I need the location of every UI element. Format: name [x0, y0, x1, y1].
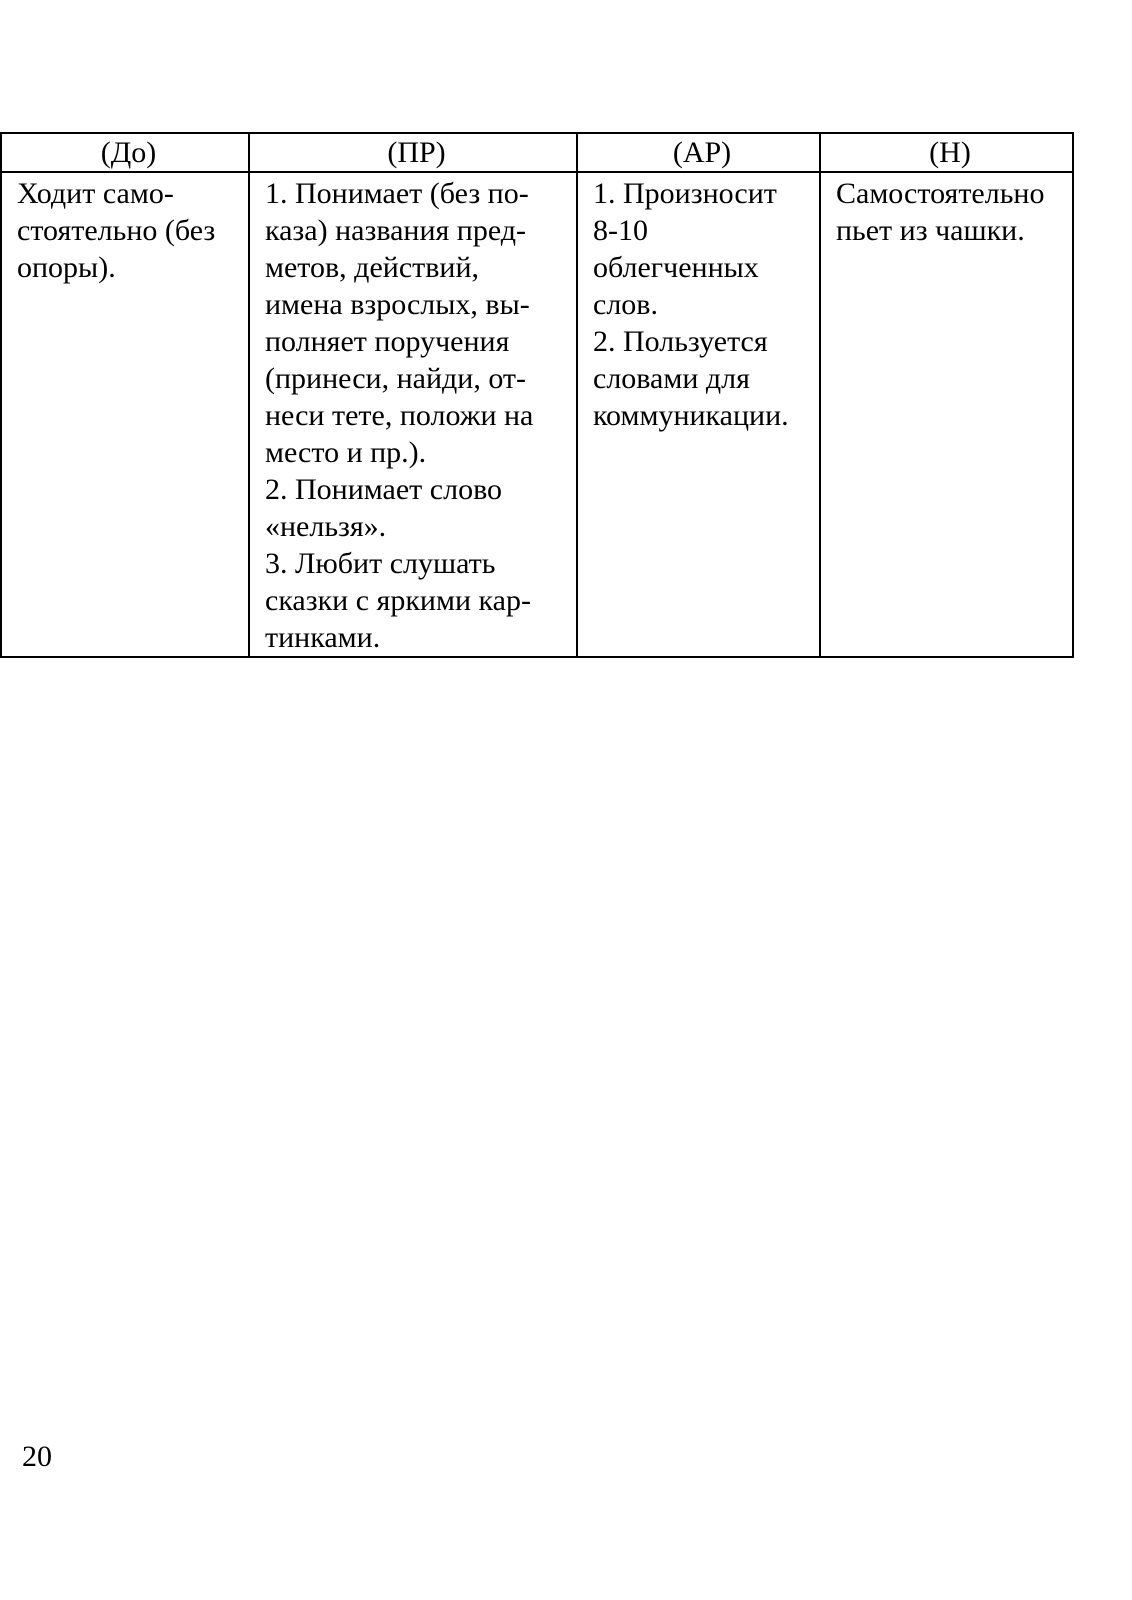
cell-line: каза) названия пред-	[265, 214, 527, 247]
cell-line: «нельзя».	[265, 510, 387, 543]
cell-line: Ходит само-	[17, 177, 174, 210]
cell-line: коммуникации.	[593, 399, 789, 432]
cell-ar	[577, 172, 820, 657]
cell-line: 8-10	[593, 214, 648, 247]
cell-line: пьет из чашки.	[836, 214, 1025, 247]
cell-line: имена взрослых, вы-	[265, 288, 530, 321]
cell-line: стоятельно (без	[17, 214, 216, 247]
cell-do	[1, 172, 249, 657]
cell-line: полняет поручения	[265, 325, 510, 358]
cell-line: неси тете, положи на	[265, 399, 534, 432]
cell-line: место и пр.).	[265, 436, 427, 469]
cell-line: Самостоятельно	[836, 177, 1045, 210]
cell-line: 1. Произносит	[593, 177, 777, 210]
cell-line: метов, действий,	[265, 251, 480, 284]
page-number: 20	[22, 1440, 52, 1473]
header-ar: (АР)	[577, 133, 820, 172]
cell-line: сказки с яркими кар-	[265, 584, 531, 617]
cell-n	[820, 172, 1073, 657]
cell-line: облегченных	[593, 251, 759, 284]
cell-line: 3. Любит слушать	[265, 547, 496, 580]
development-table	[0, 132, 1074, 658]
cell-pr	[249, 172, 577, 657]
header-pr: (ПР)	[249, 133, 577, 172]
cell-line: 1. Понимает (без по-	[265, 177, 529, 210]
cell-line: тинками.	[265, 621, 381, 654]
header-n: (Н)	[820, 133, 1073, 172]
table-row	[1, 172, 1073, 657]
cell-line: 2. Понимает слово	[265, 473, 503, 506]
cell-line: (принеси, найди, от-	[265, 362, 527, 395]
cell-line: 2. Пользуется	[593, 325, 768, 358]
cell-line: словами для	[593, 362, 750, 395]
header-do: (До)	[1, 133, 249, 172]
cell-line: опоры).	[17, 251, 116, 284]
cell-line: слов.	[593, 288, 658, 321]
table-header-row	[1, 133, 1073, 172]
